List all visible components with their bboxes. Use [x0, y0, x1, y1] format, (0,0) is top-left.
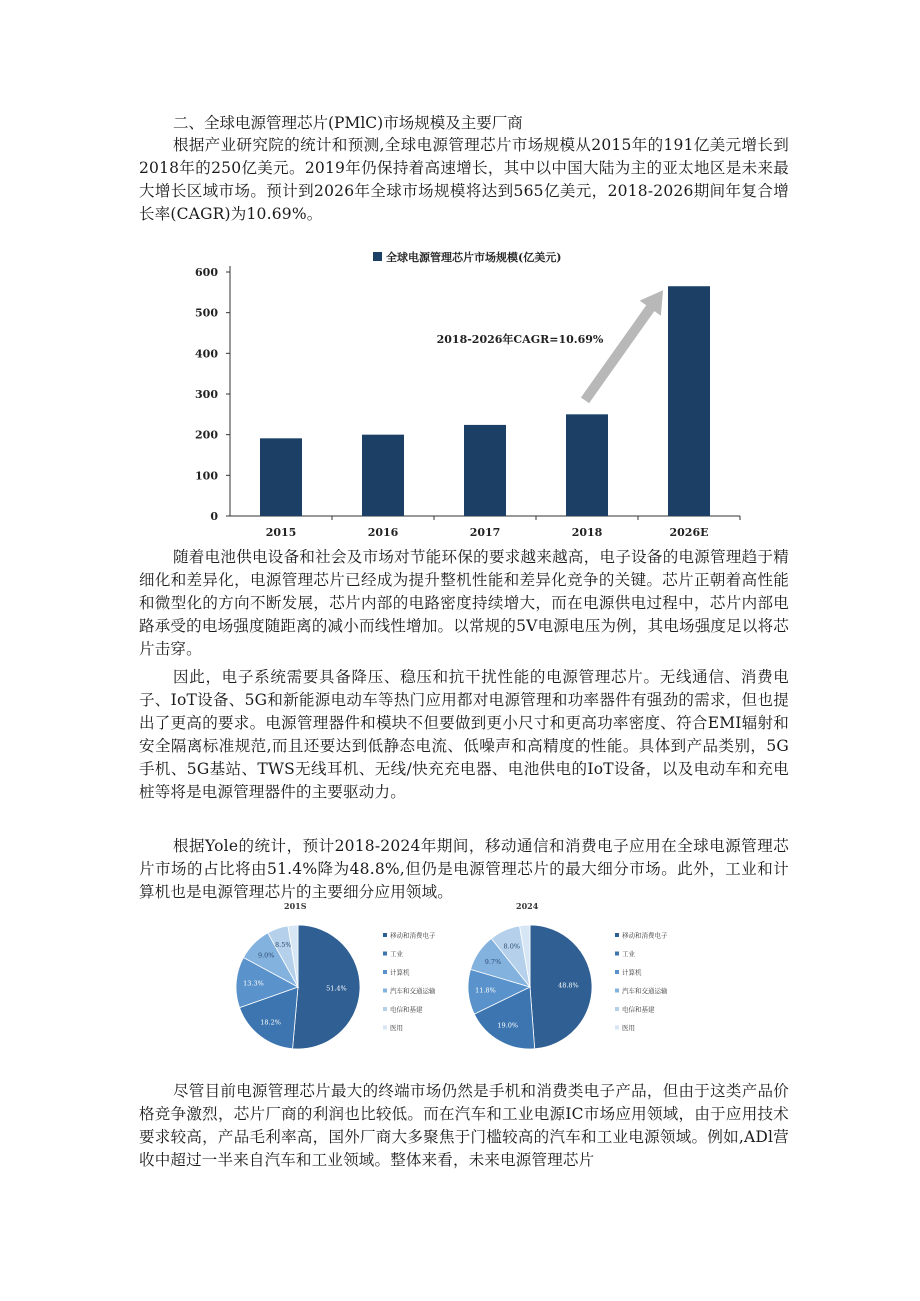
market-size-bar-chart [180, 240, 760, 540]
legend-swatch [615, 1007, 619, 1011]
paragraph-2: 随着电池供电设备和社会及市场对节能环保的要求越来越高，电子设备的电源管理趋于精细化和差异化，电源管理芯片已经成为提升整机性能和差异化竞争的关键。芯片正朝着高性能和微型化的方向不断发展，芯片内部的电路密度持续增大，而在电源供电过程中，芯片内部电路承受的电场强度随距离的减小而线性增加。以常规的5V电源电压为例，其电场强度足以将芯片击穿。 [139, 548, 789, 658]
legend-swatch [615, 970, 619, 974]
section-heading: 二、全球电源管理芯片(PMlC)市场规模及主要厂商 [173, 114, 523, 132]
pie-legend-label: 移动和消费电子 [390, 931, 436, 940]
pie-label: 48.8% [558, 981, 579, 990]
pie-label: 19.0% [497, 1021, 519, 1030]
y-tick-label: 200 [195, 428, 218, 442]
bar-2026E [668, 286, 710, 516]
x-tick-label: 2016 [367, 526, 399, 539]
x-tick-label: 2026E [669, 526, 709, 539]
pie-label: 18.2% [260, 1018, 281, 1027]
pie-legend-label: 移动和消费电子 [622, 931, 668, 940]
pie-title-2024: 2024 [516, 901, 539, 911]
y-tick-label: 600 [195, 266, 218, 279]
pie-title-201S: 201S [284, 901, 307, 911]
legend-swatch [615, 1026, 619, 1030]
pie-label: 13.3% [243, 979, 264, 988]
pie-label: 11.8% [475, 986, 496, 995]
pie-label: 51.4% [326, 984, 347, 993]
pie-legend-label: 汽车和交通运输 [622, 987, 668, 995]
paragraph-3: 因此，电子系统需要具备降压、稳压和抗干扰性能的电源管理芯片。无线通信、消费电子、IoT设备、5G和新能源电动车等热门应用都对电源管理和功率器件有强劲的需求，但也提出了更高的要求。电源管理器件和模块不但要做到更小尺寸和更高功率密度、符合EMI辐射和安全隔离标准规范,而且还要达到低静态电流、低噪声和高精度的性能。具体到产品类别，5G手机、5G基站、TWS无线耳机、无线/快充充电器、电池供电的IoT设备，以及电动车和充电桩等将是电源管理器件的主要驱动力。 [139, 668, 789, 801]
bar-2016 [362, 435, 404, 516]
paragraph-5: 尽管目前电源管理芯片最大的终端市场仍然是手机和消费类电子产品，但由于这类产品价格竞争激烈，芯片厂商的利润也比较低。而在汽车和工业电源IC市场应用领域，由于应用技术要求较高，产品毛利率高，国外厂商大多聚焦于门槛较高的汽车和工业电源领域。例如,ADl营收中超过一半来自汽车和工业领域。整体来看，未来电源管理芯片 [139, 1082, 789, 1169]
x-tick-label: 2017 [469, 526, 501, 539]
pie-legend-label: 工业 [390, 950, 403, 958]
paragraph-1: 根据产业研究院的统计和预测,全球电源管理芯片市场规模从2015年的191亿美元增长到2018年的250亿美元。2019年仍保持着高速增长，其中以中国大陆为主的亚太地区是未来最大增长区域市场。预计到2026年全球市场规模将达到565亿美元，2018-2026期间年复合增长率(CAGR)为10.69%。 [139, 136, 789, 223]
paragraph-4: 根据Yole的统计，预计2018-2024年期间，移动通信和消费电子应用在全球电源管理芯片市场的占比将由51.4%降为48.8%,但仍是电源管理芯片的最大细分市场。此外，工业和计算机也是电源管理芯片的主要细分应用领域。 [139, 837, 789, 901]
pie-legend-label: 汽车和交通运输 [390, 987, 436, 995]
pie-legend-label: 计算机 [622, 968, 642, 977]
pie-legend-label: 计算机 [390, 968, 410, 977]
pie-charts-figure [230, 895, 710, 1070]
pie-legend-label: 工业 [622, 950, 635, 958]
pie-label: 9.0% [257, 951, 275, 960]
chart-title: 全球电源管理芯片市场规模(亿美元) [386, 251, 562, 264]
x-tick-label: 2018 [571, 526, 603, 539]
legend-swatch [615, 989, 619, 993]
pie-legend-label: 医用 [622, 1024, 635, 1032]
growth-arrow [581, 290, 663, 403]
y-tick-label: 0 [210, 510, 218, 523]
pie-label: 8.5% [275, 940, 292, 949]
legend-swatch [383, 989, 387, 993]
y-tick-label: 300 [195, 388, 218, 401]
legend-swatch [615, 952, 619, 956]
pie-legend-label: 电信和基建 [622, 1005, 655, 1014]
bar-2015 [260, 438, 302, 516]
pie-label: 9.7% [484, 958, 502, 967]
y-tick-label: 100 [195, 469, 218, 483]
pie-label: 8.0% [503, 942, 521, 951]
legend-swatch [373, 252, 382, 261]
cagr-annotation: 2018-2026年CAGR=10.69% [436, 333, 604, 346]
legend-swatch [383, 952, 387, 956]
legend-swatch [383, 1007, 387, 1011]
pie-legend-label: 电信和基建 [390, 1005, 423, 1014]
bar-2018 [566, 414, 608, 516]
pie-legend-label: 医用 [390, 1024, 403, 1032]
legend-swatch [383, 970, 387, 974]
bar-2017 [464, 425, 506, 516]
legend-swatch [615, 933, 619, 937]
y-tick-label: 500 [195, 306, 218, 320]
legend-swatch [383, 933, 387, 937]
x-tick-label: 2015 [265, 526, 297, 539]
y-tick-label: 400 [195, 347, 218, 361]
legend-swatch [383, 1026, 387, 1030]
